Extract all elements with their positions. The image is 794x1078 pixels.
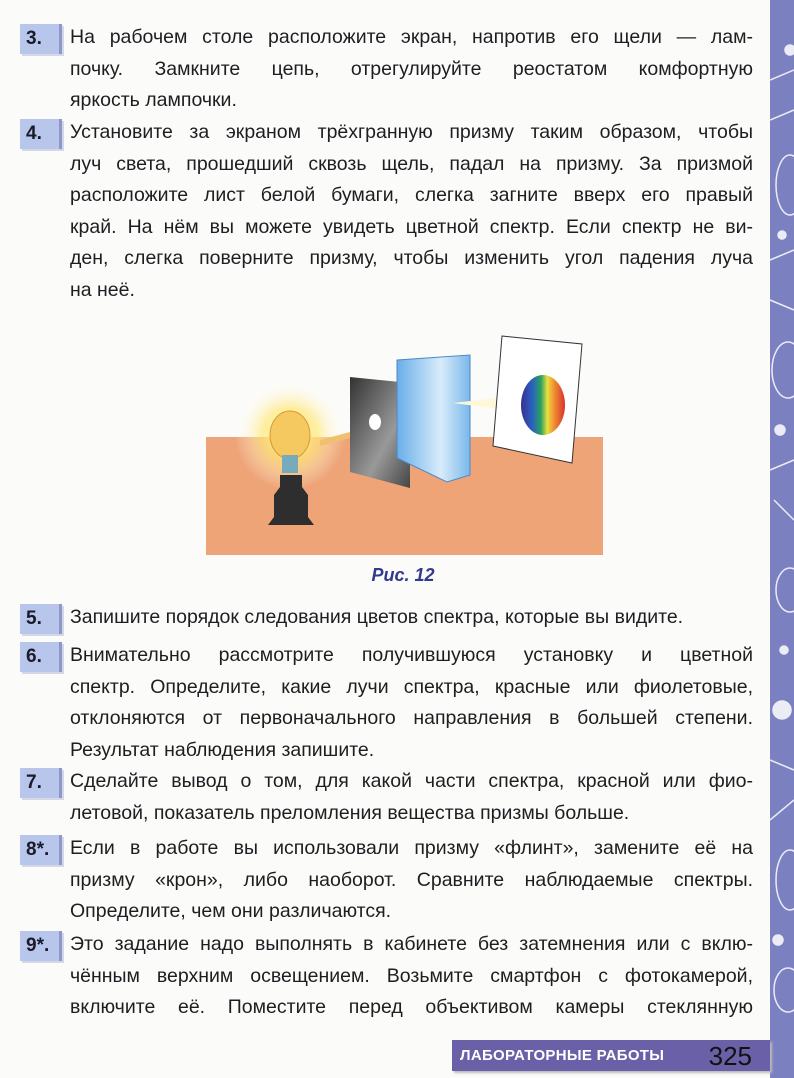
text-line: расположите лист белой бумаги, слегка загните вверх его правый bbox=[70, 184, 753, 206]
page-number: 325 bbox=[708, 1041, 752, 1071]
spectrum bbox=[521, 375, 565, 435]
text-line: Внимательно рассмотрите получившуюся установку и цветной bbox=[70, 644, 753, 666]
task-text bbox=[70, 640, 753, 766]
atom-pattern-icon bbox=[770, 0, 794, 1078]
text-line: на неё. bbox=[70, 278, 135, 301]
decorative-side-strip bbox=[770, 0, 794, 1078]
text-line: включите её. Поместите перед объективом камеры стеклянную bbox=[70, 996, 753, 1018]
text-line: спектр. Определите, какие лучи спектра, красные или фиолетовые, bbox=[70, 675, 753, 698]
task-text bbox=[70, 833, 753, 928]
text-line: луч света, прошедший сквозь щель, падал на призму. За призмой bbox=[70, 152, 753, 175]
task-text bbox=[70, 929, 753, 1024]
text-line: призму «крон», либо наоборот. Сравните наблюдаемые спектры. bbox=[70, 868, 753, 891]
text-line: Запишите порядок следования цветов спектра, которые вы видите. bbox=[70, 606, 684, 628]
prism bbox=[397, 355, 470, 482]
text-line: На рабочем столе расположите экран, напротив его щели — лам- bbox=[70, 26, 753, 48]
task-number-badge: 6. bbox=[20, 642, 62, 672]
text-line: Определите, чем они различаются. bbox=[70, 900, 392, 922]
page-footer bbox=[452, 1040, 770, 1071]
task-number-badge: 5. bbox=[20, 604, 62, 634]
task-number-badge: 3. bbox=[20, 24, 62, 54]
task-number-badge: 9*. bbox=[20, 931, 62, 961]
text-line: Сделайте вывод о том, для какой части спектра, красной или фио- bbox=[70, 770, 753, 792]
figure-prism-experiment bbox=[200, 300, 620, 560]
text-line: ден, слегка поверните призму, чтобы изменить угол падения луча bbox=[70, 247, 753, 269]
text-line: Результат наблюдения запишите. bbox=[70, 738, 375, 761]
task-text bbox=[70, 602, 753, 634]
figure-caption: Рис. 12 bbox=[371, 565, 435, 585]
text-line: край. На нём вы можете увидеть цветной спектр. Если спектр не ви- bbox=[70, 215, 753, 238]
text-line: Установите за экраном трёхгранную призму таким образом, чтобы bbox=[70, 121, 753, 143]
task-number-badge: 7. bbox=[20, 768, 62, 798]
text-line: Если в работе вы использовали призму «флинт», замените её на bbox=[70, 837, 753, 859]
text-line: летовой, показатель преломления вещества призмы больше. bbox=[70, 801, 630, 824]
task-text bbox=[70, 22, 753, 117]
task-number-badge: 4. bbox=[20, 119, 62, 149]
text-line: отклоняются от первоначального направления в большей степени. bbox=[70, 707, 753, 729]
task-text bbox=[70, 766, 753, 829]
task-text bbox=[70, 117, 753, 306]
section-title: ЛАБОРАТОРНЫЕ РАБОТЫ bbox=[460, 1047, 665, 1064]
text-line: Это задание надо выполнять в кабинете без затемнения или с вклю- bbox=[70, 933, 753, 955]
task-number-badge: 8*. bbox=[20, 835, 62, 865]
text-line: яркость лампочки. bbox=[70, 89, 237, 111]
text-line: чённым верхним освещением. Возьмите смартфон с фотокамерой, bbox=[70, 964, 753, 987]
text-line: почку. Замкните цепь, отрегулируйте реостатом комфортную bbox=[70, 57, 753, 80]
